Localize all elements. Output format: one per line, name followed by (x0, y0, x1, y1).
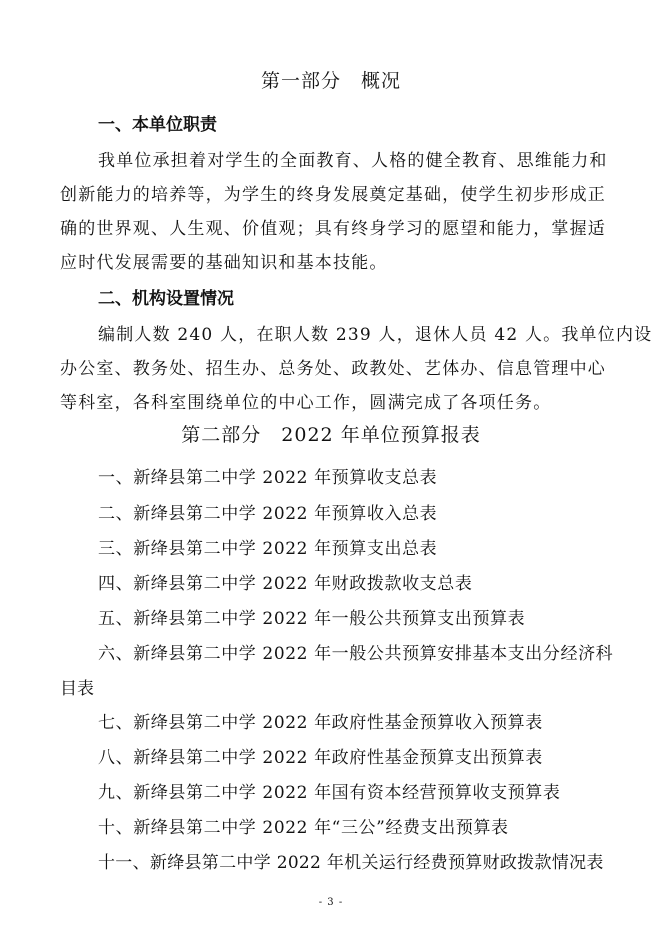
section-heading-responsibilities: 一、本单位职责 (98, 115, 217, 135)
paragraph-line: 等科室，各科室围绕单位的中心工作，圆满完成了各项任务。 (60, 393, 552, 413)
report-list-item: 七、新绛县第二中学 2022 年政府性基金预算收入预算表 (98, 713, 543, 733)
part-two-title: 第二部分 2022 年单位预算报表 (181, 424, 481, 446)
paragraph-line: 创新能力的培养等，为学生的终身发展奠定基础，使学生初步形成正 (60, 185, 606, 205)
report-list-item: 四、新绛县第二中学 2022 年财政拨款收支总表 (98, 574, 473, 594)
paragraph-line: 我单位承担着对学生的全面教育、人格的健全教育、思维能力和 (98, 151, 608, 171)
paragraph-line: 编制人数 240 人，在职人数 239 人，退休人员 42 人。我单位内设 (98, 325, 653, 345)
report-list-item: 一、新绛县第二中学 2022 年预算收支总表 (98, 468, 438, 488)
report-list-item: 八、新绛县第二中学 2022 年政府性基金预算支出预算表 (98, 748, 543, 768)
paragraph-line: 确的世界观、人生观、价值观；具有终身学习的愿望和能力，掌握适 (60, 219, 606, 239)
report-list-item: 二、新绛县第二中学 2022 年预算收入总表 (98, 504, 438, 524)
paragraph-line: 应时代发展需要的基础知识和基本技能。 (60, 253, 388, 273)
part-one-title: 第一部分 概况 (260, 70, 401, 92)
paragraph-line: 办公室、教务处、招生办、总务处、政教处、艺体办、信息管理中心 (60, 359, 606, 379)
report-list-item: 五、新绛县第二中学 2022 年一般公共预算支出预算表 (98, 609, 526, 629)
report-list-item-continuation: 目表 (60, 679, 94, 699)
report-list-item: 六、新绛县第二中学 2022 年一般公共预算安排基本支出分经济科 (98, 644, 614, 664)
report-list-item: 十一、新绛县第二中学 2022 年机关运行经费预算财政拨款情况表 (98, 853, 604, 873)
report-list-item: 十、新绛县第二中学 2022 年“三公”经费支出预算表 (98, 818, 509, 838)
section-heading-organization: 二、机构设置情况 (98, 289, 234, 309)
report-list-item: 九、新绛县第二中学 2022 年国有资本经营预算收支预算表 (98, 783, 561, 803)
page-number: - 3 - (318, 897, 344, 908)
report-list-item: 三、新绛县第二中学 2022 年预算支出总表 (98, 539, 438, 559)
